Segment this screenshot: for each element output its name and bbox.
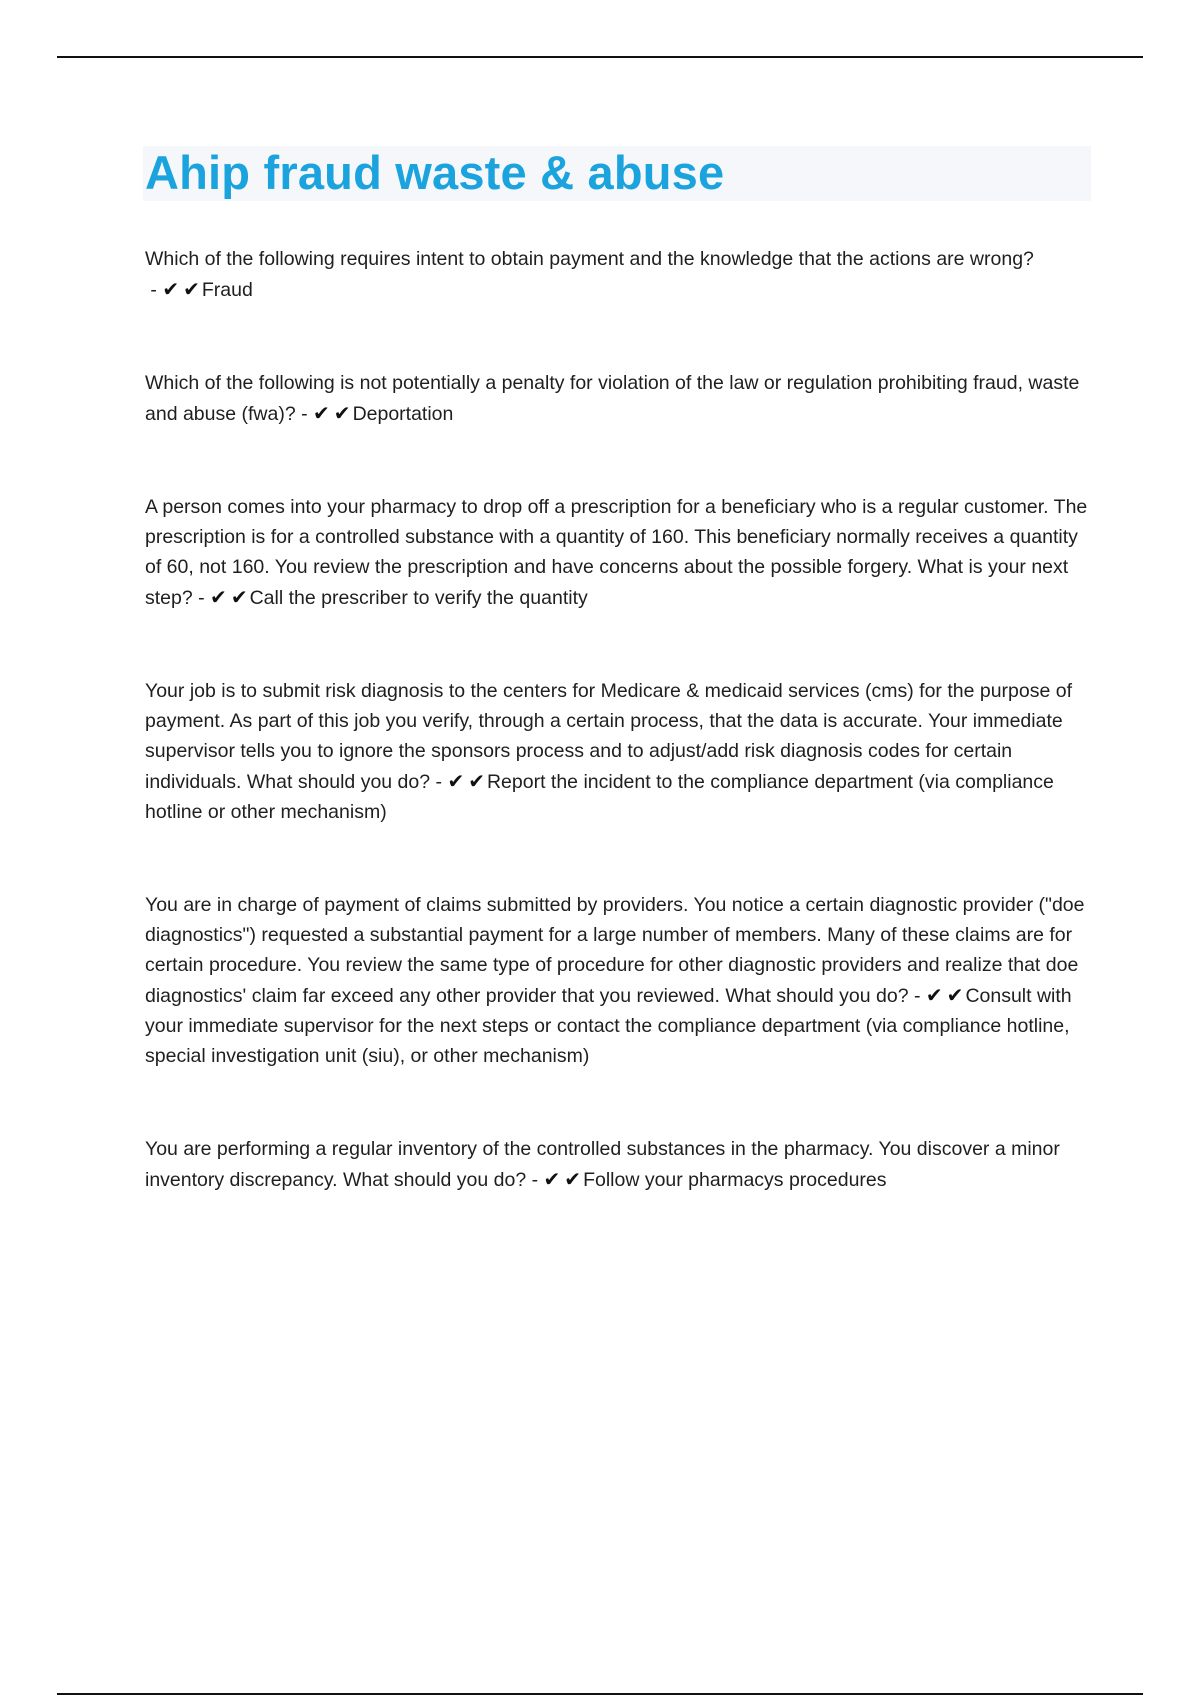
qa-item [145,890,1095,1071]
checkmark-icon: ✔ [447,769,465,793]
checkmark-icon: ✔ [230,585,248,609]
separator: - [526,1169,544,1191]
answer-text: Call the prescriber to verify the quantity [249,587,588,609]
answer-text: Fraud [201,279,253,301]
checkmark-icon: ✔ [333,401,351,425]
qa-list [145,244,1095,1258]
answer-text: Follow your pharmacys procedures [583,1169,887,1191]
separator: - [145,279,163,301]
checkmark-icon: ✔ [564,1167,582,1191]
answer-text: Deportation [352,403,454,425]
checkmark-icon: ✔ [543,1167,561,1191]
qa-item [145,676,1095,827]
checkmark-icon: ✔ [468,769,485,793]
top-rule [57,56,1143,58]
checkmark-icon: ✔ [313,401,330,425]
question-text: Which of the following is not potentially a penalty for violation of the law or regulation prohibiting fraud, waste and abuse (fwa)? [145,372,1080,425]
qa-item [145,244,1095,305]
checkmark-icon: ✔ [183,277,200,301]
question-text: You are in charge of payment of claims submitted by providers. You notice a certain diagnostic provider ("doe diagnostics") requested a substantial payment for a large number of members. Many of these claims are for certain procedure. You review the same type of procedure for other diagnostic providers and realize that doe diagnostics' claim far exceed any other provider that you reviewed. What should you do? [145,894,1085,1007]
answer-text: Consult with your immediate supervisor for the next steps or contact the compliance department (via compliance hotline, special investigation unit (siu), or other mechanism) [145,985,1072,1067]
separator: - [192,587,211,609]
checkmark-icon: ✔ [210,585,227,609]
qa-item [145,368,1095,429]
checkmark-icon: ✔ [925,983,943,1007]
qa-item [145,492,1095,613]
separator: - [908,985,926,1007]
question-text: You are performing a regular inventory of the controlled substances in the pharmacy. You discover a minor inventory discrepancy. What should you do? [145,1138,1060,1191]
checkmark-icon: ✔ [946,983,964,1007]
question-text: Your job is to submit risk diagnosis to the centers for Medicare & medicaid services (cms) for the purpose of payment. As part of this job you verify, through a certain process, that the data is accurate. Your immediate supervisor tells you to ignore the sponsors process and to adjust/add risk diagnosis codes for certain individuals. What should you do? [145,680,1073,793]
document-title: Ahip fraud waste & abuse [145,146,725,199]
bottom-rule [57,1693,1143,1695]
checkmark-icon: ✔ [162,277,180,301]
question-text: A person comes into your pharmacy to drop off a prescription for a beneficiary who is a regular customer. The prescription is for a controlled substance with a quantity of 160. This beneficiary normally receives a quantity of 60, not 160. You review the prescription and have concerns about the possible forgery. What is your next step? [145,496,1088,609]
question-text: Which of the following requires intent to obtain payment and the knowledge that the actions are wrong? [145,248,1034,270]
qa-item [145,1134,1095,1195]
separator: - [295,403,314,425]
answer-text: Report the incident to the compliance department (via compliance hotline or other mechanism) [145,771,1054,823]
separator: - [430,771,448,793]
